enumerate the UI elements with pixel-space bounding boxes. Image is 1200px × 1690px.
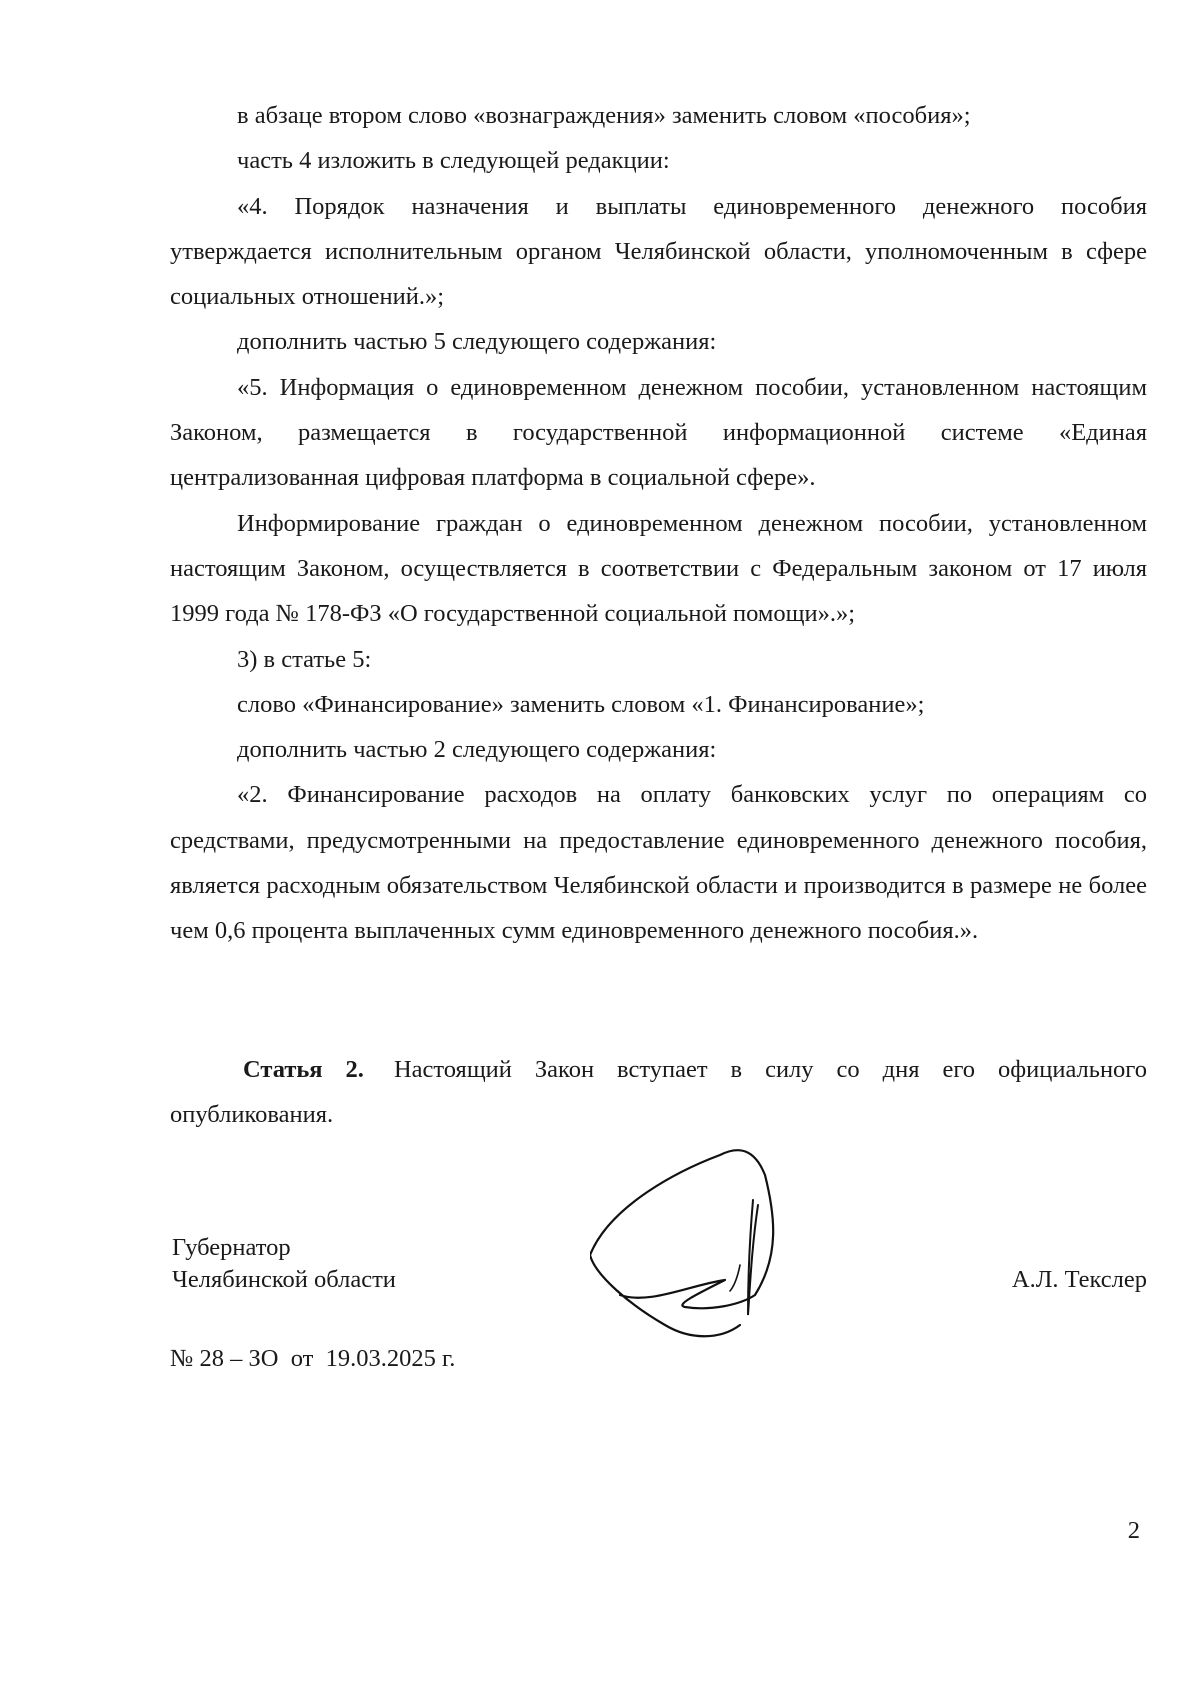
page-number: 2 xyxy=(1127,1517,1140,1544)
law-number: № 28 – ЗО от 19.03.2025 г. xyxy=(170,1345,456,1372)
article-2-label: Статья 2. xyxy=(243,1056,364,1083)
paragraph: Информирование граждан о единовременном денежном пособии, установленном настоящим Законом, осуществляется в соответствии с Федеральным законом от 17 июля 1999 года № 178-ФЗ «О государственной социальной помощи».»; xyxy=(170,509,1147,628)
signatory-title-line1: Губернатор xyxy=(172,1234,291,1261)
paragraph: дополнить частью 5 следующего содержания: xyxy=(237,328,717,356)
paragraph: «5. Информация о единовременном денежном пособии, установленном настоящим Законом, размещается в государственной информационной системе «Единая централизованная цифровая платформа в социальной сфере». xyxy=(170,373,1147,492)
paragraph: «2. Финансирование расходов на оплату банковских услуг по операциям со средствами, предусмотренными на предоставление единовременного денежного пособия, является расходным обязательством Челябинской области и производится в размере не более чем 0,6 процента выплаченных сумм единовременного денежного пособия.». xyxy=(170,781,1147,945)
handwritten-signature xyxy=(590,1145,810,1345)
paragraph: дополнить частью 2 следующего содержания: xyxy=(237,736,717,764)
amendments-text xyxy=(170,93,1147,954)
paragraph: 3) в статье 5: xyxy=(237,645,372,673)
paragraph: в абзаце втором слово «вознаграждения» заменить словом «пособия»; xyxy=(237,102,971,129)
signatory-title-line2: Челябинской области xyxy=(172,1266,396,1293)
signatory-title xyxy=(172,1232,396,1296)
paragraph: слово «Финансирование» заменить словом «1. Финансирование»; xyxy=(237,690,925,718)
paragraph: часть 4 изложить в следующей редакции: xyxy=(237,147,670,175)
article-2-text: Настоящий Закон вступает в силу со дня его официального опубликования. xyxy=(170,1056,1147,1128)
article-2 xyxy=(170,1047,1147,1137)
signatory-name: А.Л. Текслер xyxy=(1011,1266,1147,1293)
paragraph: «4. Порядок назначения и выплаты единовременного денежного пособия утверждается исполнительным органом Челябинской области, уполномоченным в сфере социальных отношений.»; xyxy=(170,192,1147,311)
